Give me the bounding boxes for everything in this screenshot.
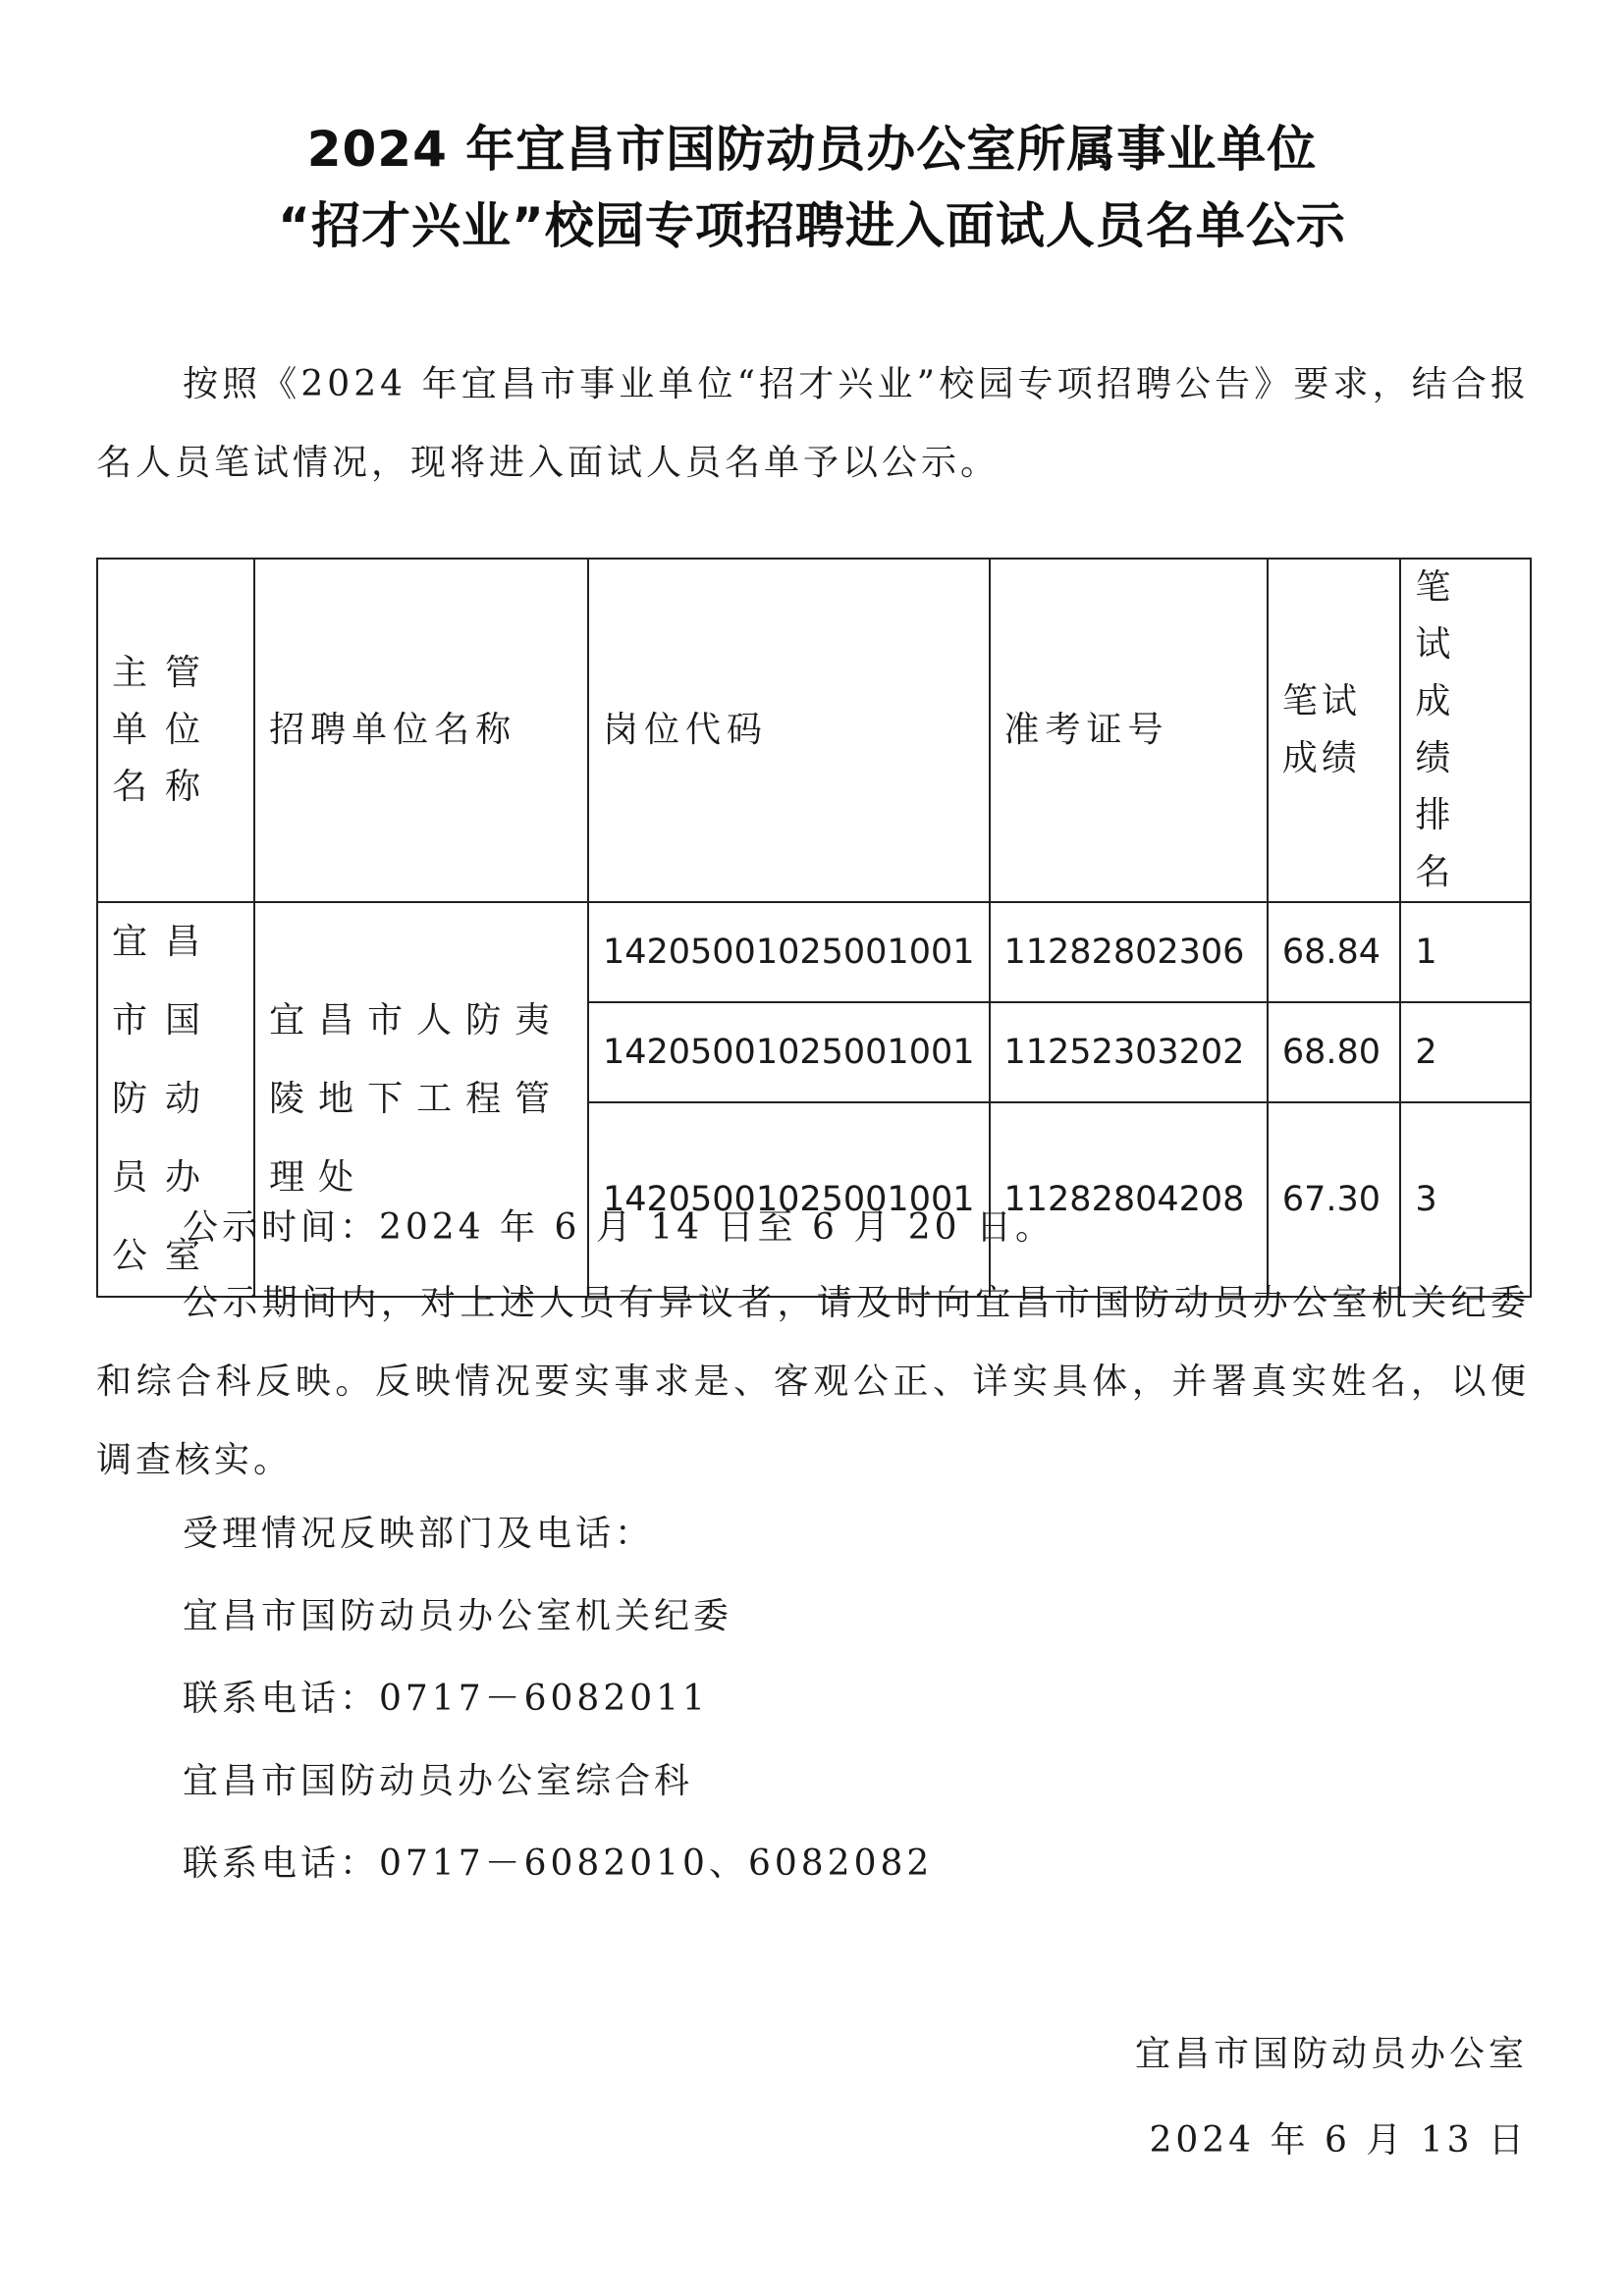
cell-rank: 3 [1400,1102,1531,1297]
cell-exam-no: 11282802306 [990,902,1268,1002]
signature-org: 宜昌市国防动员办公室 [1134,2034,1528,2074]
header-rank: 笔试成绩排名 [1400,559,1531,902]
contact-heading: 受理情况反映部门及电话： [183,1514,655,1554]
signature-date: 2024 年 6 月 13 日 [1149,2120,1528,2161]
cell-score: 68.84 [1268,902,1401,1002]
cell-exam-no: 11282804208 [990,1102,1268,1297]
document-title-line-1: 2024 年宜昌市国防动员办公室所属事业单位 [306,121,1318,178]
contact-dept-1: 宜昌市国防动员办公室机关纪委 [183,1596,733,1636]
cell-unit: 宜昌市人防夷陵地下工程管理处 [254,902,588,1297]
header-dept: 主管单位名称 [97,559,254,902]
cell-score: 68.80 [1268,1002,1401,1102]
header-unit: 招聘单位名称 [254,559,588,902]
cell-post-code: 14205001025001001 [588,902,990,1002]
notice-period: 公示时间：2024 年 6 月 14 日至 6 月 20 日。 [183,1207,1056,1248]
table-row [97,902,1531,1002]
intro-paragraph: 按照《2024 年宜昌市事业单位“招才兴业”校园专项招聘公告》要求，结合报名人员笔试情况，现将进入面试人员名单予以公示。 [96,364,1530,483]
header-exam-no: 准考证号 [990,559,1268,902]
notice-objection: 公示期间内，对上述人员有异议者，请及时向宜昌市国防动员办公室机关纪委和综合科反映。反映情况要实事求是、客观公正、详实具体，并署真实姓名，以便调查核实。 [96,1283,1530,1480]
contact-phone-1: 联系电话：0717－6082011 [183,1679,709,1719]
header-score: 笔试成绩 [1268,559,1401,902]
table-header-row [97,559,1531,902]
cell-rank: 2 [1400,1002,1531,1102]
cell-dept: 宜昌市国防动员办公室 [97,902,254,1297]
header-post-code: 岗位代码 [588,559,990,902]
interview-list-table [96,558,1532,1298]
cell-score: 67.30 [1268,1102,1401,1297]
contact-dept-2: 宜昌市国防动员办公室综合科 [183,1761,694,1801]
document-title-line-2: “招才兴业”校园专项招聘进入面试人员名单公示 [278,197,1346,254]
contact-phone-2: 联系电话：0717－6082010、6082082 [183,1843,934,1884]
cell-post-code: 14205001025001001 [588,1102,990,1297]
cell-post-code: 14205001025001001 [588,1002,990,1102]
cell-exam-no: 11252303202 [990,1002,1268,1102]
cell-rank: 1 [1400,902,1531,1002]
